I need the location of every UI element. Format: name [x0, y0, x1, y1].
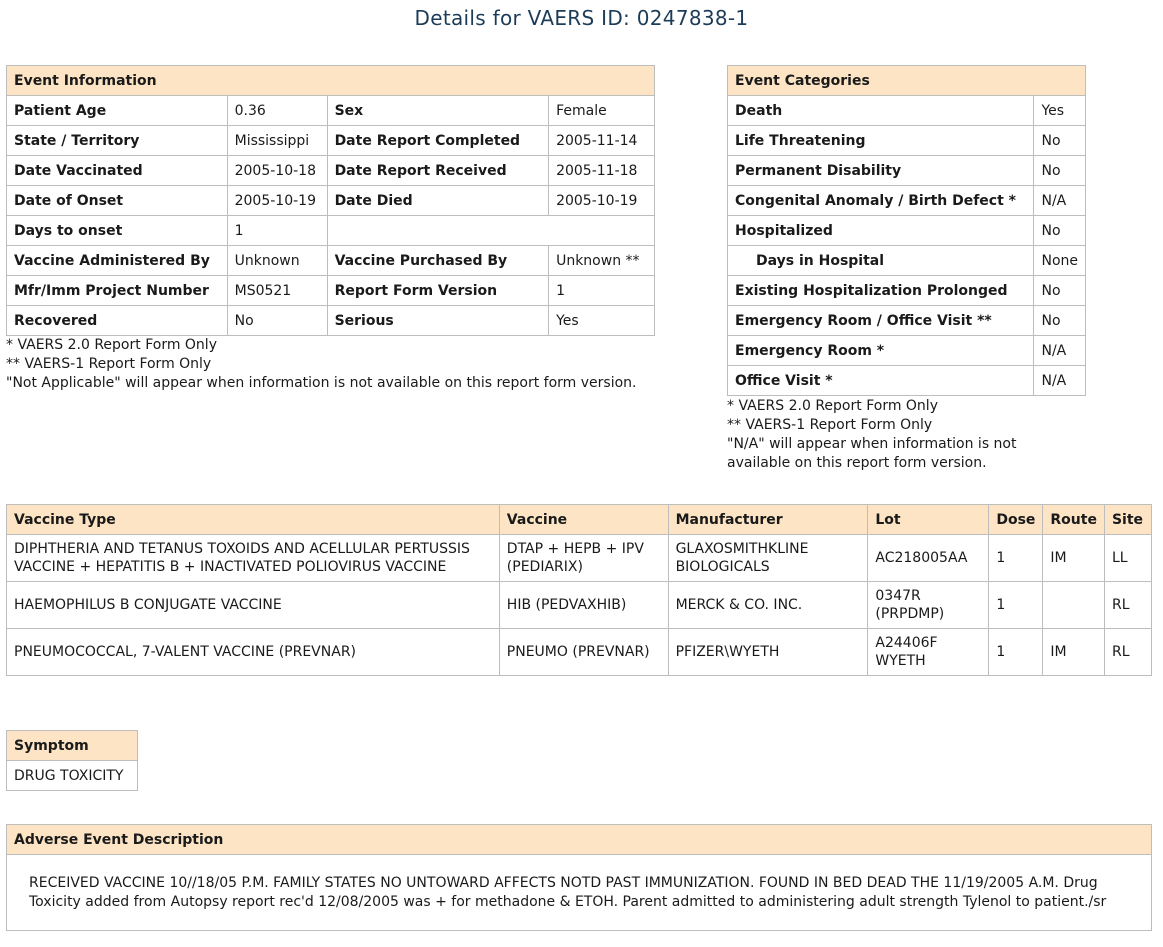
symptom-table [6, 730, 138, 791]
vaccine-cell: DIPHTHERIA AND TETANUS TOXOIDS AND ACELLULAR PERTUSSIS VACCINE + HEPATITIS B + INACTIVATED POLIOVIRUS VACCINE [7, 535, 500, 582]
page-title: Details for VAERS ID: 0247838-1 [414, 6, 749, 30]
field-label: Recovered [7, 306, 228, 336]
vaccine-cell [1043, 582, 1105, 629]
vaccine-row [7, 582, 1152, 629]
event-information-heading: Event Information [7, 66, 655, 96]
footnote: * VAERS 2.0 Report Form Only [727, 398, 938, 414]
category-label: Congenital Anomaly / Birth Defect * [728, 186, 1034, 216]
column-header: Lot [868, 505, 989, 535]
event-info-row [7, 306, 655, 336]
footnote: ** VAERS-1 Report Form Only [727, 417, 933, 433]
event-info-row [7, 126, 655, 156]
column-header: Manufacturer [668, 505, 868, 535]
event-category-row [728, 186, 1086, 216]
empty-cell [327, 216, 654, 246]
field-value: Unknown [227, 246, 327, 276]
event-info-row [7, 276, 655, 306]
event-categories-notes [727, 397, 1057, 473]
field-label: State / Territory [7, 126, 228, 156]
category-label: Life Threatening [728, 126, 1034, 156]
event-info-row [7, 216, 655, 246]
field-value: Female [549, 96, 655, 126]
adverse-event-table [6, 824, 1152, 931]
adverse-event-text: RECEIVED VACCINE 10//18/05 P.M. FAMILY STATES NO UNTOWARD AFFECTS NOTD PAST IMMUNIZATION. FOUND IN BED DEAD THE 11/19/2005 A.M. Drug Toxicity added from Autopsy report rec'd 12/08/2005 was + for methadone & ETOH. Parent admitted to administering adult strength Tylenol to patient./sr [7, 855, 1152, 931]
vaccine-cell: LL [1104, 535, 1151, 582]
field-label: Serious [327, 306, 549, 336]
field-label: Sex [327, 96, 549, 126]
field-value: 2005-10-18 [227, 156, 327, 186]
event-categories-heading: Event Categories [728, 66, 1086, 96]
category-label: Emergency Room / Office Visit ** [728, 306, 1034, 336]
field-value: MS0521 [227, 276, 327, 306]
category-label: Permanent Disability [728, 156, 1034, 186]
column-header: Site [1104, 505, 1151, 535]
vaccine-cell: PNEUMOCOCCAL, 7-VALENT VACCINE (PREVNAR) [7, 629, 500, 676]
event-category-row [728, 126, 1086, 156]
field-value: 2005-11-14 [549, 126, 655, 156]
vaccine-cell: IM [1043, 629, 1105, 676]
event-category-row [728, 366, 1086, 396]
field-label: Date Died [327, 186, 549, 216]
symptom-heading: Symptom [7, 731, 138, 761]
field-value: 2005-11-18 [549, 156, 655, 186]
vaccine-cell: RL [1104, 629, 1151, 676]
vaccines-table [6, 504, 1152, 676]
category-value: N/A [1034, 366, 1086, 396]
vaccine-cell: DTAP + HEPB + IPV (PEDIARIX) [499, 535, 668, 582]
field-label: Date of Onset [7, 186, 228, 216]
column-header: Vaccine [499, 505, 668, 535]
vaccine-cell: 1 [989, 535, 1043, 582]
event-category-row [728, 216, 1086, 246]
field-value: 2005-10-19 [549, 186, 655, 216]
field-value: Mississippi [227, 126, 327, 156]
field-label: Date Report Completed [327, 126, 549, 156]
adverse-event-heading: Adverse Event Description [7, 825, 1152, 855]
field-value: Unknown ** [549, 246, 655, 276]
category-value: No [1034, 306, 1086, 336]
category-value: Yes [1034, 96, 1086, 126]
field-label: Days to onset [7, 216, 228, 246]
column-header: Route [1043, 505, 1105, 535]
field-label: Vaccine Administered By [7, 246, 228, 276]
event-info-row [7, 96, 655, 126]
event-categories-table [727, 65, 1086, 396]
event-info-row [7, 156, 655, 186]
vaccine-cell: HAEMOPHILUS B CONJUGATE VACCINE [7, 582, 500, 629]
event-category-row [728, 246, 1086, 276]
event-category-row [728, 336, 1086, 366]
field-label: Report Form Version [327, 276, 549, 306]
field-label: Date Report Received [327, 156, 549, 186]
field-label: Vaccine Purchased By [327, 246, 549, 276]
field-value: No [227, 306, 327, 336]
event-category-row [728, 156, 1086, 186]
vaccine-cell: MERCK & CO. INC. [668, 582, 868, 629]
footnote: * VAERS 2.0 Report Form Only [6, 337, 217, 353]
vaccine-cell: HIB (PEDVAXHIB) [499, 582, 668, 629]
footnote: "Not Applicable" will appear when information is not available on this report form version. [6, 375, 637, 391]
category-value: None [1034, 246, 1086, 276]
field-value: 2005-10-19 [227, 186, 327, 216]
event-information-table [6, 65, 655, 336]
footnote: "N/A" will appear when information is not available on this report form version. [727, 436, 1017, 471]
field-value: 0.36 [227, 96, 327, 126]
event-category-row [728, 306, 1086, 336]
vaccine-row [7, 629, 1152, 676]
category-label: Hospitalized [728, 216, 1034, 246]
category-value: No [1034, 156, 1086, 186]
footnote: ** VAERS-1 Report Form Only [6, 356, 212, 372]
category-label: Existing Hospitalization Prolonged [728, 276, 1034, 306]
event-information-notes [6, 336, 686, 393]
column-header: Dose [989, 505, 1043, 535]
vaccine-cell: 0347R (PRPDMP) [868, 582, 989, 629]
event-category-row [728, 276, 1086, 306]
category-value: N/A [1034, 336, 1086, 366]
category-value: No [1034, 126, 1086, 156]
vaccine-cell: 1 [989, 582, 1043, 629]
vaccine-cell: GLAXOSMITHKLINE BIOLOGICALS [668, 535, 868, 582]
field-label: Patient Age [7, 96, 228, 126]
column-header: Vaccine Type [7, 505, 500, 535]
category-value: N/A [1034, 186, 1086, 216]
category-value: No [1034, 276, 1086, 306]
vaccine-cell: 1 [989, 629, 1043, 676]
category-label: Office Visit * [728, 366, 1034, 396]
symptom-item: DRUG TOXICITY [7, 761, 138, 791]
vaccine-cell: PNEUMO (PREVNAR) [499, 629, 668, 676]
category-label: Death [728, 96, 1034, 126]
event-info-row [7, 246, 655, 276]
field-label: Mfr/Imm Project Number [7, 276, 228, 306]
category-label: Emergency Room * [728, 336, 1034, 366]
vaccine-cell: A24406F WYETH [868, 629, 989, 676]
vaccine-cell: RL [1104, 582, 1151, 629]
vaccine-cell: IM [1043, 535, 1105, 582]
event-info-row [7, 186, 655, 216]
field-label: Date Vaccinated [7, 156, 228, 186]
field-value: Yes [549, 306, 655, 336]
vaccine-cell: PFIZER\WYETH [668, 629, 868, 676]
vaccine-cell: AC218005AA [868, 535, 989, 582]
field-value: 1 [549, 276, 655, 306]
category-value: No [1034, 216, 1086, 246]
category-label: Days in Hospital [728, 246, 1034, 276]
vaccine-row [7, 535, 1152, 582]
field-value: 1 [227, 216, 327, 246]
event-category-row [728, 96, 1086, 126]
